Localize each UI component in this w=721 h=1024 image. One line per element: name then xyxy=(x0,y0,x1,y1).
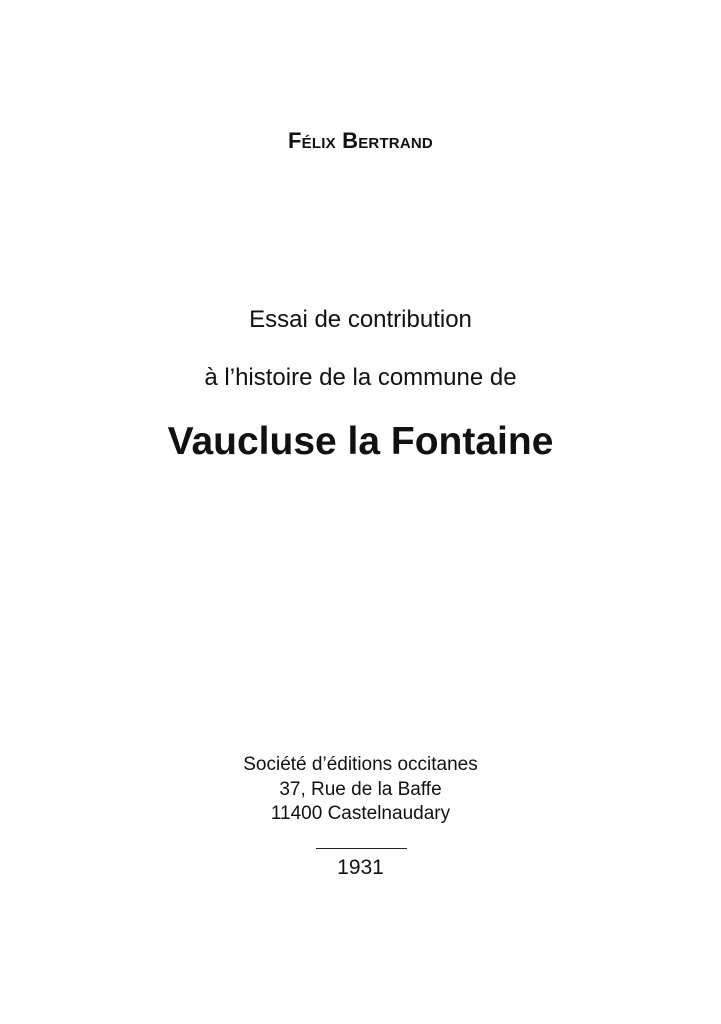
publication-year: 1931 xyxy=(337,856,384,879)
book-title: Vaucluse la Fontaine xyxy=(167,420,554,463)
subtitle-line-2: à l’histoire de la commune de xyxy=(204,364,517,391)
publisher-street: 37, Rue de la Baffe xyxy=(279,779,442,800)
publisher-name: Société d’éditions occitanes xyxy=(243,754,478,775)
author-name: Félix Bertrand xyxy=(288,128,433,153)
divider-rule xyxy=(316,848,407,849)
publisher-city: 11400 Castelnaudary xyxy=(270,803,451,824)
subtitle-line-1: Essai de contribution xyxy=(249,306,472,333)
